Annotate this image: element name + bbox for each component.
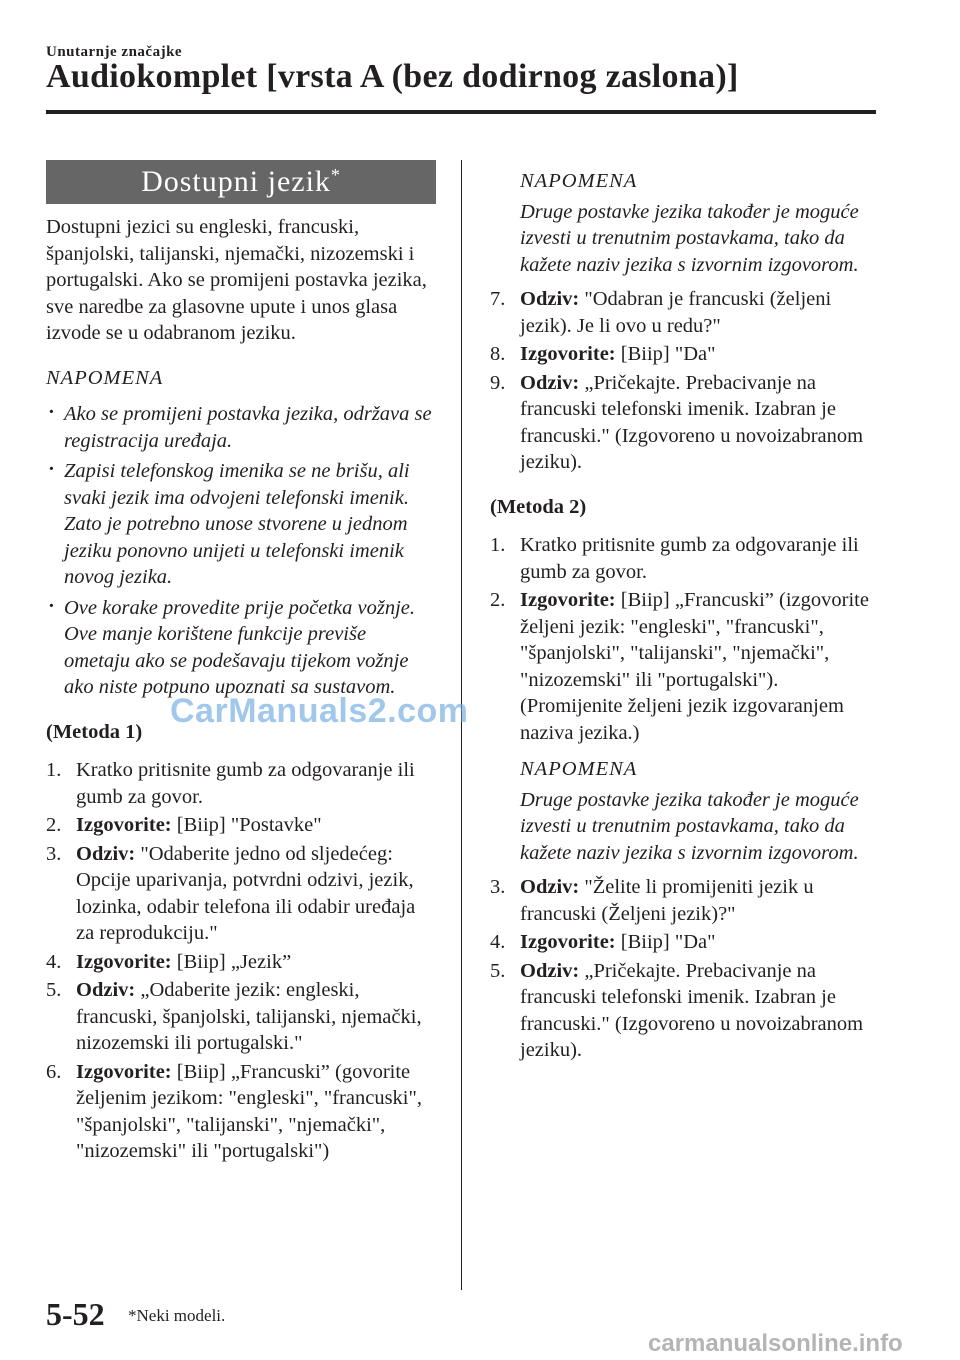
step-number: 1.	[46, 759, 62, 781]
header-rule	[46, 110, 876, 114]
step-number: 9.	[490, 371, 506, 394]
right-column	[490, 158, 880, 1070]
step-item	[46, 841, 436, 947]
step-item	[490, 341, 880, 368]
step-label: Izgovorite:	[76, 1060, 172, 1083]
step-number: 2.	[490, 589, 506, 611]
step-label: Odziv:	[520, 959, 580, 982]
footnote: *Neki modeli.	[128, 1306, 226, 1325]
step-number: 2.	[46, 814, 62, 836]
method-2-title: (Metoda 2)	[490, 495, 587, 518]
step-label: Izgovorite:	[520, 589, 616, 611]
step-number: 3.	[490, 876, 506, 898]
method-2-steps-continued	[490, 874, 880, 1064]
step-item	[46, 812, 436, 839]
step-item	[490, 370, 880, 476]
step-number: 6.	[46, 1060, 62, 1083]
step-label: Izgovorite:	[520, 931, 616, 953]
section-heading	[46, 160, 436, 204]
method-1-steps	[46, 757, 436, 1165]
step-item	[490, 532, 880, 585]
step-item	[490, 958, 880, 1064]
step-text: [Biip] "Postavke"	[176, 814, 322, 836]
step-text: [Biip] "Da"	[620, 343, 716, 365]
bullet-icon: ·	[48, 401, 55, 423]
step-text: "Želite li promijeniti jezik u francuski (Željeni jezik)?"	[520, 876, 814, 925]
note-item-text: Zapisi telefonskog imenika se ne brišu, ali svaki jezik ima odvojeni telefonski imenik. Zato je potrebno unose stvorene u jednom jeziku ponovno unijeti u telefonski imenik novog jezika.	[64, 460, 410, 588]
note-block	[490, 756, 880, 866]
watermark-logo: CarManuals2.com	[170, 692, 469, 730]
step-text: [Biip] "Da"	[620, 931, 716, 953]
left-column	[46, 160, 436, 1171]
step-label: Odziv:	[76, 979, 136, 1001]
section-heading-text: Dostupni jezik	[141, 165, 331, 198]
step-item	[46, 757, 436, 810]
bullet-icon: ·	[48, 458, 55, 480]
step-label: Odziv:	[520, 371, 580, 394]
step-text: „Pričekajte. Prebacivanje na francuski telefonski imenik. Izabran je francuski." (Izgovoreno u novoizabranom jeziku).	[520, 959, 864, 1061]
method-1-steps-continued	[490, 286, 880, 476]
step-text: [Biip] „Francuski” (govorite željenim jezikom: "engleski", "francuski", "španjolski", "talijanski", "njemački", "nizozemski" ili "portugalski")	[76, 1060, 422, 1162]
note-item	[46, 401, 436, 454]
note-text: Druge postavke jezika također je moguće izvesti u trenutnim postavkama, tako da kažete naziv jezika s izvornim izgovorom.	[520, 200, 859, 276]
step-number: 7.	[490, 288, 506, 310]
note-item	[46, 458, 436, 591]
step-number: 3.	[46, 842, 62, 865]
step-label: Izgovorite:	[76, 814, 172, 836]
step-text: [Biip] „Jezik”	[176, 950, 292, 973]
intro-paragraph: Dostupni jezici su engleski, francuski, španjolski, talijanski, njemački, nizozemski i portugalski. Ako se promijeni postavka jezika, sve naredbe za glasovne upute i unos glasa izvode se u odabranom jeziku.	[46, 216, 427, 344]
step-item	[46, 1059, 436, 1165]
method-2-steps	[490, 532, 880, 746]
site-watermark: carmanualsonline.info	[648, 1330, 903, 1357]
step-number: 4.	[490, 931, 506, 953]
step-label: Odziv:	[76, 842, 136, 865]
note-block	[490, 168, 880, 278]
step-text: "Odabran je francuski (željeni jezik). Je li ovo u redu?"	[520, 288, 832, 337]
heading-footnote-mark: *	[330, 165, 341, 185]
method-1-title: (Metoda 1)	[46, 720, 143, 743]
note-title: NAPOMENA	[520, 170, 638, 192]
page-title: Audiokomplet [vrsta A (bez dodirnog zaslona)]	[46, 58, 739, 95]
step-label: Izgovorite:	[76, 950, 172, 973]
step-label: Odziv:	[520, 876, 580, 898]
note-item	[46, 595, 436, 701]
bullet-icon: ·	[48, 594, 55, 617]
step-label: Izgovorite:	[520, 343, 616, 365]
note-list	[46, 401, 436, 701]
step-text: „Pričekajte. Prebacivanje na francuski telefonski imenik. Izabran je francuski." (Izgovoreno u novoizabranom jeziku).	[520, 371, 864, 473]
step-number: 5.	[46, 979, 62, 1001]
section-label: Unutarnje značajke	[46, 44, 183, 60]
step-item	[490, 929, 880, 956]
step-number: 5.	[490, 959, 506, 982]
step-text: „Odaberite jezik: engleski, francuski, španjolski, talijanski, njemački, nizozemski ili portugalski."	[76, 979, 422, 1054]
step-number: 8.	[490, 343, 506, 365]
step-number: 4.	[46, 950, 62, 973]
step-item	[490, 874, 880, 927]
step-number: 1.	[490, 534, 506, 556]
step-text: "Odaberite jedno od sljedećeg: Opcije uparivanja, potvrdni odzivi, jezik, lozinka, odabir telefona ili odabir uređaja za reprodukciju."	[76, 842, 416, 944]
step-item	[46, 949, 436, 976]
step-text: [Biip] „Francuski” (izgovorite željeni jezik: "engleski", "francuski", "španjolski", "talijanski", "njemački", "nizozemski" ili "portugalski"). (Promijenite željeni jezik izgovaranjem naziva jezika.)	[520, 589, 869, 744]
note-title: NAPOMENA	[46, 366, 164, 389]
step-item	[490, 587, 880, 746]
page-number: 5-52	[46, 1296, 105, 1332]
note-item-text: Ove korake provedite prije početka vožnje. Ove manje korištene funkcije previše ometaju ako se podešavaju tijekom vožnje ako niste potpuno upoznati sa sustavom.	[64, 596, 416, 698]
note-title: NAPOMENA	[520, 758, 638, 780]
step-label: Odziv:	[520, 288, 580, 310]
step-text: Kratko pritisnite gumb za odgovaranje ili gumb za govor.	[520, 534, 859, 583]
step-item	[490, 286, 880, 339]
step-item	[46, 977, 436, 1057]
note-text: Druge postavke jezika također je moguće izvesti u trenutnim postavkama, tako da kažete naziv jezika s izvornim izgovorom.	[520, 788, 859, 864]
note-item-text: Ako se promijeni postavka jezika, održava se registracija uređaja.	[64, 403, 432, 452]
step-text: Kratko pritisnite gumb za odgovaranje ili gumb za govor.	[76, 759, 415, 808]
